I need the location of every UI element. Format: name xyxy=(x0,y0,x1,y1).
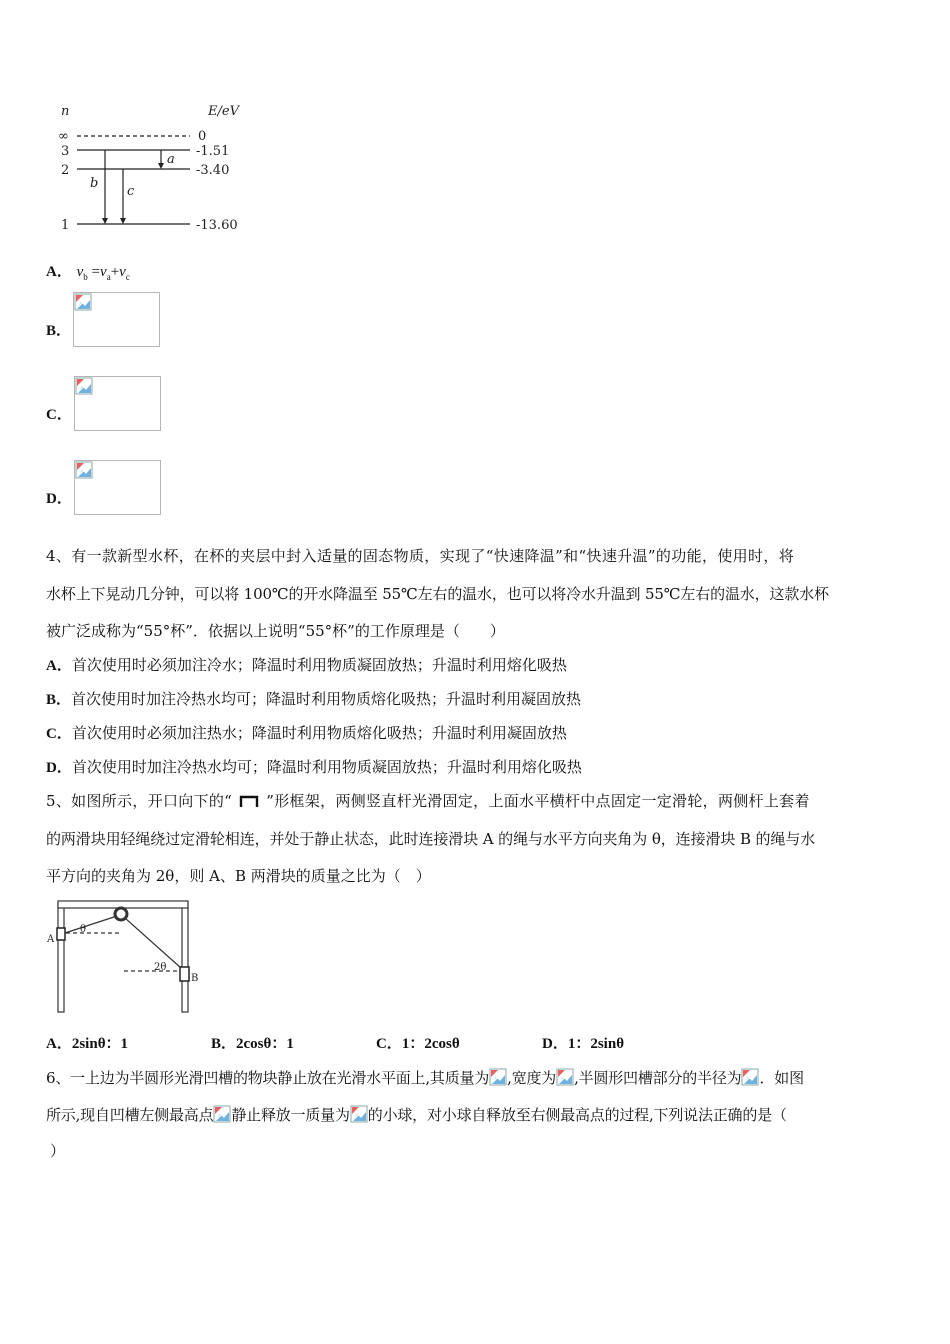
level-e-3: -1.51 xyxy=(196,144,230,159)
label-angle-a: θ xyxy=(80,924,87,935)
label-angle-b: 2θ xyxy=(154,962,167,973)
option-label: B． xyxy=(211,1036,237,1052)
stem-text: ,半圆形凹槽部分的半径为 xyxy=(574,1069,742,1087)
level-n-3: 3 xyxy=(61,144,70,159)
broken-image-b xyxy=(73,292,160,347)
q6-stem-line-2 xyxy=(46,1105,787,1125)
broken-image-icon xyxy=(350,1105,368,1123)
n-axis-label: n xyxy=(61,104,70,119)
q4-stem-line-3: 被广泛成称为“55°杯”．依据以上说明“55°杯”的工作原理是（ ） xyxy=(46,622,505,640)
q5-option-d xyxy=(542,1034,624,1054)
broken-image-c xyxy=(74,376,161,431)
q5-option-b xyxy=(211,1034,294,1054)
arrow-label-b: b xyxy=(90,176,99,191)
q3-option-b xyxy=(46,320,71,341)
option-label: A． xyxy=(46,1036,72,1052)
stem-text: 的小球，对小球自释放至右侧最高点的过程,下列说法正确的是（ xyxy=(367,1106,787,1124)
level-e-2: -3.40 xyxy=(196,163,230,178)
q6-stem-line-1 xyxy=(46,1068,804,1088)
option-text: 1：2sinθ xyxy=(567,1036,625,1052)
option-label: A． xyxy=(46,658,72,674)
stem-text: ”形框架，两侧竖直杆光滑固定，上面水平横杆中点固定一定滑轮，两侧杆上套着 xyxy=(266,792,810,810)
q4-option-a xyxy=(46,655,567,676)
option-label: A． xyxy=(46,264,72,280)
label-slider-a: A xyxy=(47,934,55,945)
option-text: 1：2cosθ xyxy=(401,1036,460,1052)
arrow-label-a: a xyxy=(167,152,175,167)
energy-axis-label: E/eV xyxy=(208,104,239,119)
q3-option-a xyxy=(46,261,130,287)
option-label: B． xyxy=(46,692,72,708)
option-label: C． xyxy=(46,407,72,423)
level-n-2: 2 xyxy=(61,163,70,178)
broken-image-icon xyxy=(75,377,93,395)
q3-option-d xyxy=(46,488,72,509)
stem-text: 5、如图所示，开口向下的“ xyxy=(46,792,233,810)
q4-stem-line-1: 4、有一款新型水杯，在杯的夹层中封入适量的固态物质，实现了“快速降温”和“快速升温”的功能，使用时，将 xyxy=(46,547,795,565)
q5-option-c xyxy=(376,1034,460,1054)
option-text: 2cosθ：1 xyxy=(236,1036,294,1052)
q4-option-c xyxy=(46,723,567,744)
q5-option-a xyxy=(46,1034,128,1054)
option-text: 首次使用时加注冷热水均可；降温时利用物质凝固放热；升温时利用熔化吸热 xyxy=(71,758,582,776)
broken-image-icon xyxy=(74,293,92,311)
option-label: D． xyxy=(46,760,72,776)
option-text: 首次使用时加注冷热水均可；降温时利用物质熔化吸热；升温时利用凝固放热 xyxy=(71,690,582,708)
stem-text: 所示,现自凹槽左侧最高点 xyxy=(46,1106,214,1124)
label-slider-b: B xyxy=(191,973,199,984)
energy-level-diagram xyxy=(50,95,260,240)
level-e-inf: 0 xyxy=(198,129,207,144)
option-label: D． xyxy=(542,1036,568,1052)
broken-image-icon xyxy=(213,1105,231,1123)
stem-text: ,宽度为 xyxy=(507,1069,557,1087)
q4-stem-line-2: 水杯上下晃动几分钟，可以将 100℃的开水降温至 55℃左右的温水，也可以将冷水升温到 55℃左右的温水，这款水杯 xyxy=(46,585,829,603)
broken-image-d xyxy=(74,460,161,515)
option-text: 2sinθ：1 xyxy=(71,1036,129,1052)
q5-stem-line-1 xyxy=(46,791,810,811)
broken-image-icon xyxy=(75,461,93,479)
q6-stem-line-3: ） xyxy=(50,1142,66,1160)
option-label: D． xyxy=(46,491,72,507)
q4-option-d xyxy=(46,757,582,778)
option-label: C． xyxy=(46,726,72,742)
stem-text: ．如图 xyxy=(759,1069,804,1087)
option-label: C． xyxy=(376,1036,402,1052)
level-e-1: -13.60 xyxy=(196,218,238,233)
stem-text: 静止释放一质量为 xyxy=(231,1106,350,1124)
pulley-frame-figure xyxy=(44,898,204,1016)
option-formula: $v_b =v_a+v_c$ xyxy=(76,264,130,282)
level-n-1: 1 xyxy=(61,218,70,233)
broken-image-icon xyxy=(489,1068,507,1086)
q4-option-b xyxy=(46,689,581,710)
arrow-label-c: c xyxy=(127,184,135,199)
option-text: 首次使用时必须加注冷水；降温时利用物质凝固放热；升温时利用熔化吸热 xyxy=(71,656,567,674)
broken-image-icon xyxy=(741,1068,759,1086)
level-n-inf: ∞ xyxy=(58,129,69,144)
stem-text: 6、一上边为半圆形光滑凹槽的物块静止放在光滑水平面上,其质量为 xyxy=(46,1069,490,1087)
inverted-frame-icon xyxy=(239,795,259,807)
q3-option-c xyxy=(46,404,72,425)
option-label: B． xyxy=(46,323,72,339)
broken-image-icon xyxy=(556,1068,574,1086)
q5-stem-line-3: 平方向的夹角为 2θ，则 A、B 两滑块的质量之比为（ ） xyxy=(46,867,431,885)
q5-stem-line-2: 的两滑块用轻绳绕过定滑轮相连，并处于静止状态，此时连接滑块 A 的绳与水平方向夹角为 θ，连接滑块 B 的绳与水 xyxy=(46,830,816,848)
option-text: 首次使用时必须加注热水；降温时利用物质熔化吸热；升温时利用凝固放热 xyxy=(71,724,567,742)
